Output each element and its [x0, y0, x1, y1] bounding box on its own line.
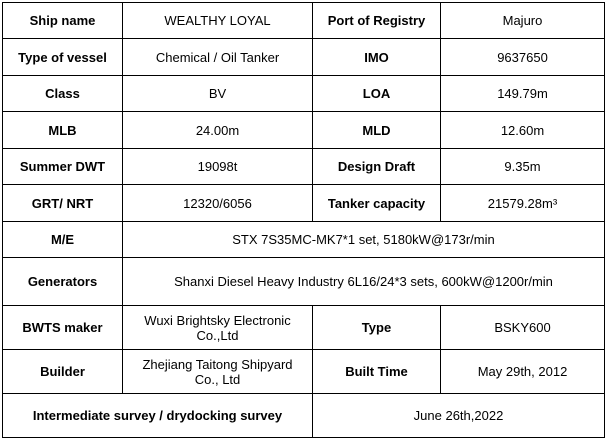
table-row [3, 350, 605, 394]
ship-name-value: WEALTHY LOYAL [123, 3, 313, 39]
tanker-capacity-label: Tanker capacity [313, 185, 441, 222]
mld-label: MLD [313, 112, 441, 149]
bwts-maker-value [123, 306, 313, 350]
builder-label: Builder [3, 350, 123, 394]
class-label: Class [3, 76, 123, 112]
grt-nrt-value: 12320/6056 [123, 185, 313, 222]
table-row [3, 39, 605, 76]
design-draft-label: Design Draft [313, 149, 441, 185]
generators-label: Generators [3, 258, 123, 306]
table-row [3, 149, 605, 185]
imo-value: 9637650 [441, 39, 605, 76]
built-time-label: Built Time [313, 350, 441, 394]
imo-label: IMO [313, 39, 441, 76]
built-time-value: May 29th, 2012 [441, 350, 605, 394]
ship-specs-table [2, 2, 605, 438]
bwts-maker-line1: Wuxi Brightsky Electronic [144, 312, 291, 328]
table-row [3, 185, 605, 222]
vessel-type-value: Chemical / Oil Tanker [123, 39, 313, 76]
main-engine-value: STX 7S35MC-MK7*1 set, 5180kW@173r/min [123, 222, 605, 258]
builder-value [123, 350, 313, 394]
grt-nrt-label: GRT/ NRT [3, 185, 123, 222]
port-of-registry-label: Port of Registry [313, 3, 441, 39]
class-value: BV [123, 76, 313, 112]
builder-line1: Zhejiang Taitong Shipyard [142, 356, 293, 372]
table-row [3, 112, 605, 149]
table-row [3, 222, 605, 258]
loa-label: LOA [313, 76, 441, 112]
mlb-value: 24.00m [123, 112, 313, 149]
design-draft-value: 9.35m [441, 149, 605, 185]
survey-value: June 26th,2022 [313, 394, 605, 438]
mld-value: 12.60m [441, 112, 605, 149]
survey-label: Intermediate survey / drydocking survey [3, 394, 313, 438]
mlb-label: MLB [3, 112, 123, 149]
table-row [3, 306, 605, 350]
main-engine-label: M/E [3, 222, 123, 258]
summer-dwt-label: Summer DWT [3, 149, 123, 185]
summer-dwt-value: 19098t [123, 149, 313, 185]
port-of-registry-value: Majuro [441, 3, 605, 39]
bwts-type-value: BSKY600 [441, 306, 605, 350]
table-row [3, 76, 605, 112]
bwts-maker-label: BWTS maker [3, 306, 123, 350]
table-row [3, 258, 605, 306]
bwts-type-label: Type [313, 306, 441, 350]
tanker-capacity-value: 21579.28m³ [441, 185, 605, 222]
vessel-type-label: Type of vessel [3, 39, 123, 76]
generators-value: Shanxi Diesel Heavy Industry 6L16/24*3 sets, 600kW@1200r/min [123, 258, 605, 306]
loa-value: 149.79m [441, 76, 605, 112]
builder-line2: Co., Ltd [194, 371, 241, 387]
table-row [3, 3, 605, 39]
bwts-maker-line2: Co.,Ltd [196, 327, 239, 343]
table-row [3, 394, 605, 438]
ship-name-label: Ship name [3, 3, 123, 39]
